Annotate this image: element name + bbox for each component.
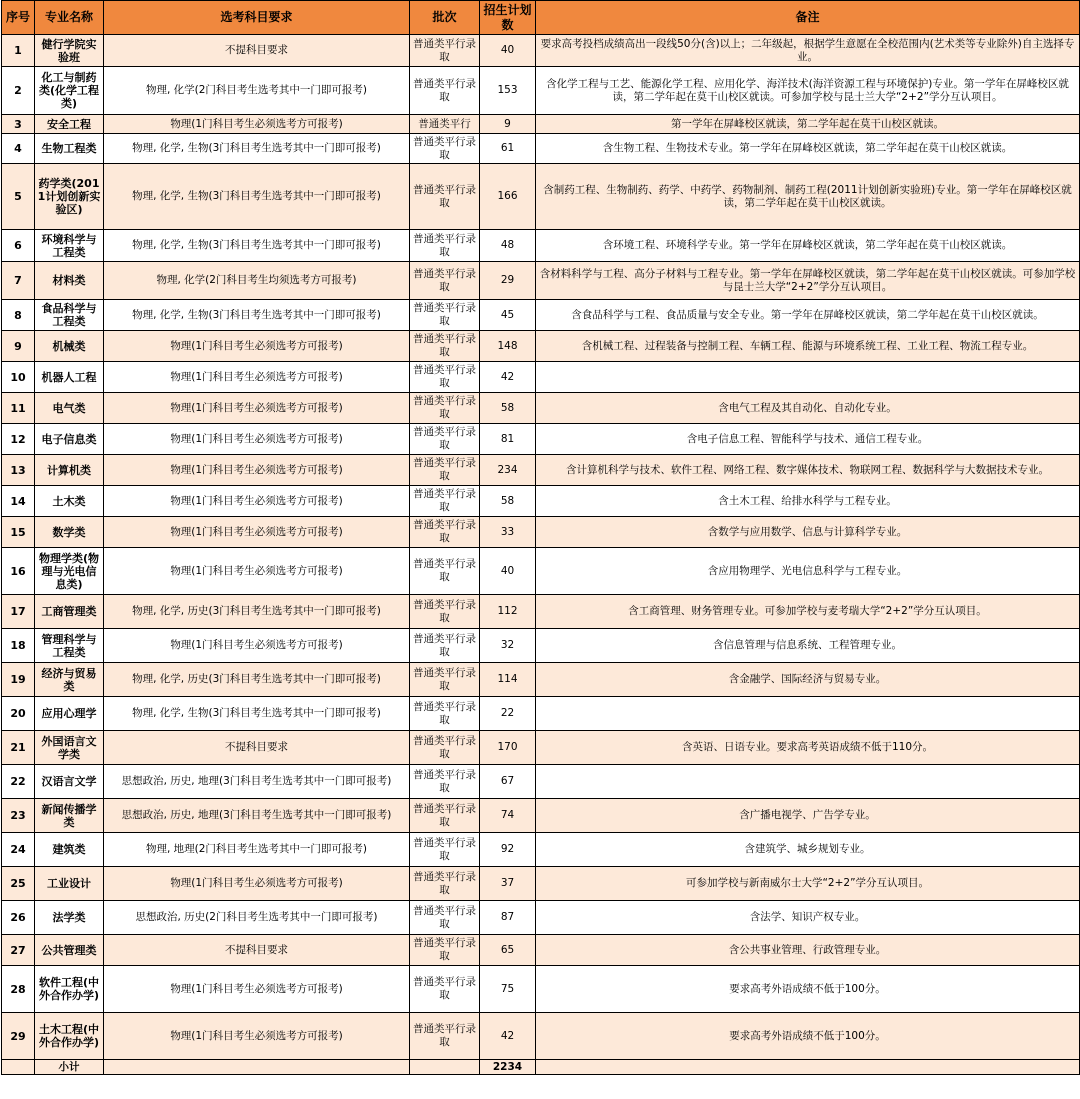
- admission-batch: 普通类平行录取: [410, 697, 480, 731]
- table-row: [2, 134, 1080, 164]
- enrollment-plan: 42: [480, 1013, 536, 1060]
- enrollment-plan: 40: [480, 35, 536, 67]
- major-name: 应用心理学: [35, 697, 104, 731]
- subject-requirement: 思想政治, 历史, 地理(3门科目考生选考其中一门即可报考): [104, 765, 410, 799]
- major-name: 建筑类: [35, 833, 104, 867]
- row-index: 15: [2, 517, 35, 548]
- enrollment-plan: 37: [480, 867, 536, 901]
- table-row: [2, 262, 1080, 300]
- table-body: [2, 35, 1080, 1060]
- major-name: 管理科学与工程类: [35, 629, 104, 663]
- row-note: 第一学年在屏峰校区就读，第二学年起在莫干山校区就读。: [536, 115, 1080, 134]
- header-row: [2, 1, 1080, 35]
- subject-requirement: 物理, 化学, 历史(3门科目考生选考其中一门即可报考): [104, 595, 410, 629]
- major-name: 安全工程: [35, 115, 104, 134]
- table-row: [2, 67, 1080, 115]
- row-index: 27: [2, 935, 35, 966]
- row-index: 21: [2, 731, 35, 765]
- admission-batch: 普通类平行录取: [410, 486, 480, 517]
- row-note: 含材料科学与工程、高分子材料与工程专业。第一学年在屏峰校区就读，第二学年起在莫干山校区就读。可参加学校与昆士兰大学“2+2”学分互认项目。: [536, 262, 1080, 300]
- table-row: [2, 901, 1080, 935]
- admission-batch: 普通类平行录取: [410, 517, 480, 548]
- row-index: 9: [2, 331, 35, 362]
- row-note: 含环境工程、环境科学专业。第一学年在屏峰校区就读，第二学年起在莫干山校区就读。: [536, 230, 1080, 262]
- major-name: 材料类: [35, 262, 104, 300]
- enrollment-plan: 153: [480, 67, 536, 115]
- major-name: 生物工程类: [35, 134, 104, 164]
- subject-requirement: 物理, 化学, 生物(3门科目考生选考其中一门即可报考): [104, 164, 410, 230]
- subtotal-notes-cell: [536, 1060, 1080, 1075]
- table-row: [2, 799, 1080, 833]
- table-row: [2, 731, 1080, 765]
- major-name: 汉语言文学: [35, 765, 104, 799]
- enrollment-plan: 65: [480, 935, 536, 966]
- enrollment-plan: 166: [480, 164, 536, 230]
- subtotal-batch-cell: [410, 1060, 480, 1075]
- enrollment-plan: 61: [480, 134, 536, 164]
- row-index: 19: [2, 663, 35, 697]
- admission-batch: 普通类平行录取: [410, 1013, 480, 1060]
- row-note: 含数学与应用数学、信息与计算科学专业。: [536, 517, 1080, 548]
- row-note: [536, 765, 1080, 799]
- enrollment-plan: 58: [480, 393, 536, 424]
- admission-batch: 普通类平行录取: [410, 455, 480, 486]
- admission-batch: 普通类平行录取: [410, 362, 480, 393]
- row-note: [536, 697, 1080, 731]
- admission-plan-table: [1, 0, 1080, 1075]
- admission-batch: 普通类平行录取: [410, 424, 480, 455]
- admission-batch: 普通类平行录取: [410, 731, 480, 765]
- admission-batch: 普通类平行录取: [410, 833, 480, 867]
- row-index: 13: [2, 455, 35, 486]
- table-row: [2, 164, 1080, 230]
- subtotal-plan: 2234: [480, 1060, 536, 1075]
- row-note: 含建筑学、城乡规划专业。: [536, 833, 1080, 867]
- major-name: 计算机类: [35, 455, 104, 486]
- subject-requirement: 不提科目要求: [104, 935, 410, 966]
- row-note: 可参加学校与新南威尔士大学“2+2”学分互认项目。: [536, 867, 1080, 901]
- admission-batch: 普通类平行录取: [410, 799, 480, 833]
- row-note: 要求高考投档成绩高出一段线50分(含)以上；二年级起，根据学生意愿在全校范围内(艺术类等专业除外)自主选择专业。: [536, 35, 1080, 67]
- subject-requirement: 物理, 化学(2门科目考生均须选考方可报考): [104, 262, 410, 300]
- row-index: 28: [2, 966, 35, 1013]
- row-index: 24: [2, 833, 35, 867]
- table-row: [2, 331, 1080, 362]
- row-note: 含食品科学与工程、食品质量与安全专业。第一学年在屏峰校区就读，第二学年起在莫干山校区就读。: [536, 300, 1080, 331]
- enrollment-plan: 22: [480, 697, 536, 731]
- row-note: [536, 362, 1080, 393]
- subject-requirement: 物理(1门科目考生必须选考方可报考): [104, 362, 410, 393]
- enrollment-plan: 92: [480, 833, 536, 867]
- admission-batch: 普通类平行录取: [410, 765, 480, 799]
- row-index: 22: [2, 765, 35, 799]
- enrollment-plan: 87: [480, 901, 536, 935]
- subtotal-label: 小计: [35, 1060, 104, 1075]
- admission-batch: 普通类平行录取: [410, 393, 480, 424]
- subject-requirement: 物理, 化学, 生物(3门科目考生选考其中一门即可报考): [104, 697, 410, 731]
- enrollment-plan: 32: [480, 629, 536, 663]
- enrollment-plan: 48: [480, 230, 536, 262]
- row-index: 1: [2, 35, 35, 67]
- row-note: 含生物工程、生物技术专业。第一学年在屏峰校区就读，第二学年起在莫干山校区就读。: [536, 134, 1080, 164]
- major-name: 药学类(2011计划创新实验区): [35, 164, 104, 230]
- enrollment-plan: 148: [480, 331, 536, 362]
- row-note: 含制药工程、生物制药、药学、中药学、药物制剂、制药工程(2011计划创新实验班)专业。第一学年在屏峰校区就读，第二学年起在莫干山校区就读。: [536, 164, 1080, 230]
- enrollment-plan: 234: [480, 455, 536, 486]
- table-row: [2, 548, 1080, 595]
- admission-batch: 普通类平行录取: [410, 901, 480, 935]
- table-row: [2, 362, 1080, 393]
- subject-requirement: 物理(1门科目考生必须选考方可报考): [104, 548, 410, 595]
- subject-requirement: 物理, 化学, 历史(3门科目考生选考其中一门即可报考): [104, 663, 410, 697]
- row-index: 23: [2, 799, 35, 833]
- admission-batch: 普通类平行录取: [410, 331, 480, 362]
- table-row: [2, 629, 1080, 663]
- row-note: 含金融学、国际经济与贸易专业。: [536, 663, 1080, 697]
- table-row: [2, 393, 1080, 424]
- major-name: 健行学院实验班: [35, 35, 104, 67]
- subject-requirement: 物理(1门科目考生必须选考方可报考): [104, 393, 410, 424]
- row-index: 16: [2, 548, 35, 595]
- header-major: 专业名称: [35, 1, 104, 35]
- table-row: [2, 697, 1080, 731]
- subject-requirement: 物理, 化学, 生物(3门科目考生选考其中一门即可报考): [104, 134, 410, 164]
- major-name: 电子信息类: [35, 424, 104, 455]
- admission-batch: 普通类平行录取: [410, 966, 480, 1013]
- subject-requirement: 物理(1门科目考生必须选考方可报考): [104, 629, 410, 663]
- admission-batch: 普通类平行录取: [410, 262, 480, 300]
- admission-batch: 普通类平行录取: [410, 867, 480, 901]
- major-name: 工业设计: [35, 867, 104, 901]
- subject-requirement: 物理(1门科目考生必须选考方可报考): [104, 331, 410, 362]
- table-row: [2, 1013, 1080, 1060]
- row-note: 含电气工程及其自动化、自动化专业。: [536, 393, 1080, 424]
- admission-batch: 普通类平行录取: [410, 134, 480, 164]
- row-note: 要求高考外语成绩不低于100分。: [536, 966, 1080, 1013]
- major-name: 新闻传播学类: [35, 799, 104, 833]
- major-name: 电气类: [35, 393, 104, 424]
- major-name: 法学类: [35, 901, 104, 935]
- major-name: 物理学类(物理与光电信息类): [35, 548, 104, 595]
- subject-requirement: 思想政治, 历史, 地理(3门科目考生选考其中一门即可报考): [104, 799, 410, 833]
- subject-requirement: 不提科目要求: [104, 35, 410, 67]
- enrollment-plan: 67: [480, 765, 536, 799]
- row-note: 要求高考外语成绩不低于100分。: [536, 1013, 1080, 1060]
- admission-batch: 普通类平行录取: [410, 230, 480, 262]
- major-name: 食品科学与工程类: [35, 300, 104, 331]
- subject-requirement: 物理, 化学(2门科目考生选考其中一门即可报考): [104, 67, 410, 115]
- major-name: 化工与制药类(化学工程类): [35, 67, 104, 115]
- admission-batch: 普通类平行录取: [410, 663, 480, 697]
- row-index: 25: [2, 867, 35, 901]
- subject-requirement: 物理(1门科目考生必须选考方可报考): [104, 966, 410, 1013]
- table-row: [2, 595, 1080, 629]
- admission-batch: 普通类平行录取: [410, 548, 480, 595]
- row-index: 20: [2, 697, 35, 731]
- table-row: [2, 455, 1080, 486]
- enrollment-plan: 29: [480, 262, 536, 300]
- row-note: 含化学工程与工艺、能源化学工程、应用化学、海洋技术(海洋资源工程与环境保护)专业。第一学年在屏峰校区就读，第二学年起在莫干山校区就读。可参加学校与昆士兰大学“2+2”学分互认项目。: [536, 67, 1080, 115]
- row-index: 4: [2, 134, 35, 164]
- subject-requirement: 物理(1门科目考生必须选考方可报考): [104, 455, 410, 486]
- subject-requirement: 物理(1门科目考生必须选考方可报考): [104, 517, 410, 548]
- subtotal-row: [2, 1060, 1080, 1075]
- row-index: 12: [2, 424, 35, 455]
- major-name: 土木类: [35, 486, 104, 517]
- subject-requirement: 物理, 化学, 生物(3门科目考生选考其中一门即可报考): [104, 230, 410, 262]
- row-index: 11: [2, 393, 35, 424]
- header-notes: 备注: [536, 1, 1080, 35]
- enrollment-plan: 45: [480, 300, 536, 331]
- major-name: 外国语言文学类: [35, 731, 104, 765]
- enrollment-plan: 58: [480, 486, 536, 517]
- major-name: 机器人工程: [35, 362, 104, 393]
- subject-requirement: 物理(1门科目考生必须选考方可报考): [104, 1013, 410, 1060]
- subject-requirement: 物理, 地理(2门科目考生选考其中一门即可报考): [104, 833, 410, 867]
- row-note: 含工商管理、财务管理专业。可参加学校与麦考瑞大学“2+2”学分互认项目。: [536, 595, 1080, 629]
- row-note: 含计算机科学与技术、软件工程、网络工程、数字媒体技术、物联网工程、数据科学与大数据技术专业。: [536, 455, 1080, 486]
- subtotal-subjects-cell: [104, 1060, 410, 1075]
- enrollment-plan: 170: [480, 731, 536, 765]
- table-row: [2, 486, 1080, 517]
- major-name: 土木工程(中外合作办学): [35, 1013, 104, 1060]
- table-row: [2, 424, 1080, 455]
- table-row: [2, 935, 1080, 966]
- row-note: 含电子信息工程、智能科学与技术、通信工程专业。: [536, 424, 1080, 455]
- admission-batch: 普通类平行录取: [410, 300, 480, 331]
- table-row: [2, 35, 1080, 67]
- subject-requirement: 物理(1门科目考生必须选考方可报考): [104, 867, 410, 901]
- row-index: 26: [2, 901, 35, 935]
- major-name: 数学类: [35, 517, 104, 548]
- enrollment-plan: 9: [480, 115, 536, 134]
- subtotal-index-cell: [2, 1060, 35, 1075]
- table-row: [2, 663, 1080, 697]
- enrollment-plan: 74: [480, 799, 536, 833]
- admission-batch: 普通类平行录取: [410, 629, 480, 663]
- table-row: [2, 115, 1080, 134]
- major-name: 机械类: [35, 331, 104, 362]
- subject-requirement: 思想政治, 历史(2门科目考生选考其中一门即可报考): [104, 901, 410, 935]
- row-index: 10: [2, 362, 35, 393]
- row-index: 18: [2, 629, 35, 663]
- table-row: [2, 966, 1080, 1013]
- major-name: 经济与贸易类: [35, 663, 104, 697]
- header-plan: 招生计划数: [480, 1, 536, 35]
- header-batch: 批次: [410, 1, 480, 35]
- row-index: 7: [2, 262, 35, 300]
- row-index: 29: [2, 1013, 35, 1060]
- table-row: [2, 867, 1080, 901]
- major-name: 环境科学与工程类: [35, 230, 104, 262]
- header-index: 序号: [2, 1, 35, 35]
- table-row: [2, 765, 1080, 799]
- enrollment-plan: 114: [480, 663, 536, 697]
- admission-batch: 普通类平行录取: [410, 164, 480, 230]
- admission-batch: 普通类平行录取: [410, 35, 480, 67]
- subject-requirement: 物理(1门科目考生必须选考方可报考): [104, 424, 410, 455]
- row-index: 5: [2, 164, 35, 230]
- enrollment-plan: 40: [480, 548, 536, 595]
- row-note: 含公共事业管理、行政管理专业。: [536, 935, 1080, 966]
- admission-batch: 普通类平行录取: [410, 67, 480, 115]
- row-note: 含法学、知识产权专业。: [536, 901, 1080, 935]
- row-note: 含信息管理与信息系统、工程管理专业。: [536, 629, 1080, 663]
- row-index: 8: [2, 300, 35, 331]
- subject-requirement: 物理(1门科目考生必须选考方可报考): [104, 115, 410, 134]
- row-note: 含应用物理学、光电信息科学与工程专业。: [536, 548, 1080, 595]
- row-note: 含广播电视学、广告学专业。: [536, 799, 1080, 833]
- row-note: 含土木工程、给排水科学与工程专业。: [536, 486, 1080, 517]
- table-row: [2, 517, 1080, 548]
- header-subjects: 选考科目要求: [104, 1, 410, 35]
- major-name: 公共管理类: [35, 935, 104, 966]
- enrollment-plan: 75: [480, 966, 536, 1013]
- admission-batch: 普通类平行: [410, 115, 480, 134]
- enrollment-plan: 81: [480, 424, 536, 455]
- major-name: 软件工程(中外合作办学): [35, 966, 104, 1013]
- row-index: 17: [2, 595, 35, 629]
- admission-batch: 普通类平行录取: [410, 595, 480, 629]
- subject-requirement: 不提科目要求: [104, 731, 410, 765]
- row-index: 2: [2, 67, 35, 115]
- enrollment-plan: 42: [480, 362, 536, 393]
- enrollment-plan: 112: [480, 595, 536, 629]
- subject-requirement: 物理, 化学, 生物(3门科目考生选考其中一门即可报考): [104, 300, 410, 331]
- table-row: [2, 300, 1080, 331]
- row-index: 3: [2, 115, 35, 134]
- enrollment-plan: 33: [480, 517, 536, 548]
- table-row: [2, 230, 1080, 262]
- row-index: 6: [2, 230, 35, 262]
- row-note: 含英语、日语专业。要求高考英语成绩不低于110分。: [536, 731, 1080, 765]
- subject-requirement: 物理(1门科目考生必须选考方可报考): [104, 486, 410, 517]
- row-note: 含机械工程、过程装备与控制工程、车辆工程、能源与环境系统工程、工业工程、物流工程专业。: [536, 331, 1080, 362]
- row-index: 14: [2, 486, 35, 517]
- admission-batch: 普通类平行录取: [410, 935, 480, 966]
- table-row: [2, 833, 1080, 867]
- major-name: 工商管理类: [35, 595, 104, 629]
